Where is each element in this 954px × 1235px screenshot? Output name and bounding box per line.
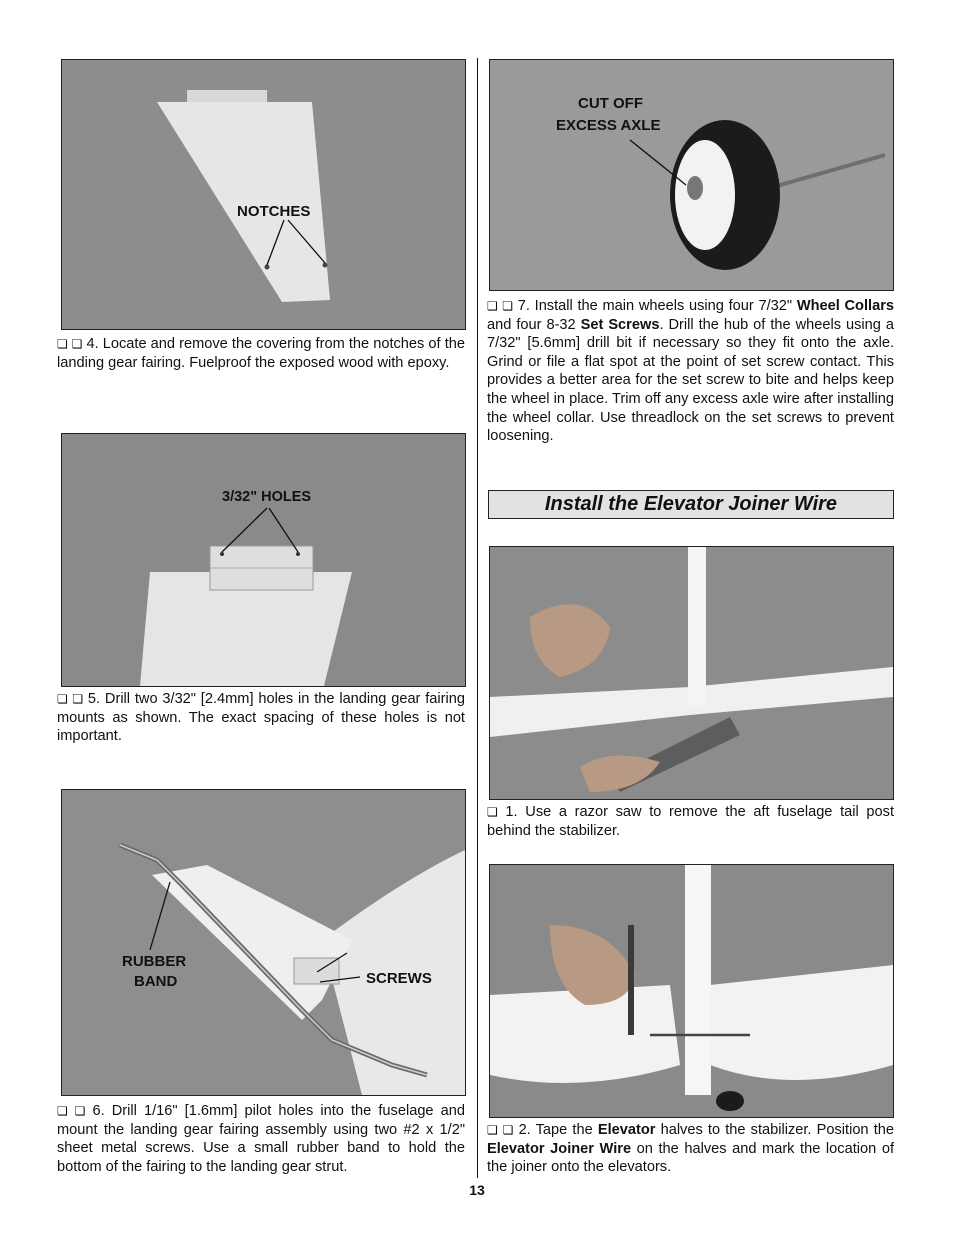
page-number: 13 bbox=[469, 1182, 485, 1198]
checkbox-icon[interactable]: ❏ ❏ bbox=[57, 1104, 86, 1118]
checkbox-icon[interactable]: ❏ ❏ bbox=[487, 1123, 514, 1137]
photo-main-wheel bbox=[489, 59, 894, 291]
checkbox-icon[interactable]: ❏ bbox=[487, 805, 498, 819]
cutoff-label-line1: CUT OFF bbox=[578, 95, 643, 112]
main-wheel-illustration bbox=[490, 60, 893, 290]
photo-elevator-joiner bbox=[489, 864, 894, 1118]
column-divider bbox=[477, 58, 478, 1178]
checkbox-icon[interactable]: ❏ ❏ bbox=[57, 692, 84, 706]
fairing-holes-illustration bbox=[62, 434, 465, 686]
elevator-step-1-text: ❏ 1. Use a razor saw to remove the aft fuselage tail post behind the stabilizer. bbox=[487, 804, 894, 839]
screws-label: SCREWS bbox=[366, 970, 432, 987]
step-4-text: ❏ ❏ 4. Locate and remove the covering from the notches of the landing gear fairing. Fuelproof the exposed wood with epoxy. bbox=[57, 336, 465, 371]
step-7-text: ❏ ❏ 7. Install the main wheels using four 7/32" Wheel Collars and four 8-32 Set Screws. Drill the hub of the wheels using a 7/32" [5.6mm] drill bit if necessary so they fit onto the axle. Grind or file a flat spot at the point of set screw contact. This provides a better area for the set screw to bite and helps keep the wheel in place. Trim off any excess axle wire after installing the wheel collar. Use threadlock on the set screws to prevent loosening. bbox=[487, 298, 894, 445]
rubber-label-line1: RUBBER bbox=[122, 953, 187, 970]
section-heading: Install the Elevator Joiner Wire bbox=[488, 490, 894, 519]
cutoff-label-line2: EXCESS AXLE bbox=[556, 117, 661, 134]
holes-label: 3/32" HOLES bbox=[222, 489, 312, 505]
step-5-text: ❏ ❏ 5. Drill two 3/32" [2.4mm] holes in the landing gear fairing mounts as shown. The exact spacing of these holes is not important. bbox=[57, 691, 465, 745]
photo-razor-saw bbox=[489, 546, 894, 800]
elevator-step-2-text: ❏ ❏ 2. Tape the Elevator halves to the stabilizer. Position the Elevator Joiner Wire on the halves and mark the location of the joiner onto the elevators. bbox=[487, 1122, 894, 1176]
photo-fairing-holes bbox=[61, 433, 466, 687]
photo-fairing-mounted bbox=[61, 789, 466, 1096]
elevator-joiner-illustration bbox=[490, 865, 893, 1117]
fairing-notches-illustration bbox=[62, 60, 465, 329]
checkbox-icon[interactable]: ❏ ❏ bbox=[487, 299, 514, 313]
fairing-mounted-illustration bbox=[62, 790, 465, 1095]
checkbox-icon[interactable]: ❏ ❏ bbox=[57, 337, 83, 351]
rubber-label-line2: BAND bbox=[134, 973, 178, 990]
notches-label: NOTCHES bbox=[237, 203, 311, 220]
razor-saw-illustration bbox=[490, 547, 893, 799]
step-6-text: ❏ ❏ 6. Drill 1/16" [1.6mm] pilot holes into the fuselage and mount the landing gear fairing assembly using two #2 x 1/2" sheet metal screws. Use a small rubber band to hold the bottom of the fairing to the landing gear strut. bbox=[57, 1103, 465, 1175]
photo-fairing-notches bbox=[61, 59, 466, 330]
